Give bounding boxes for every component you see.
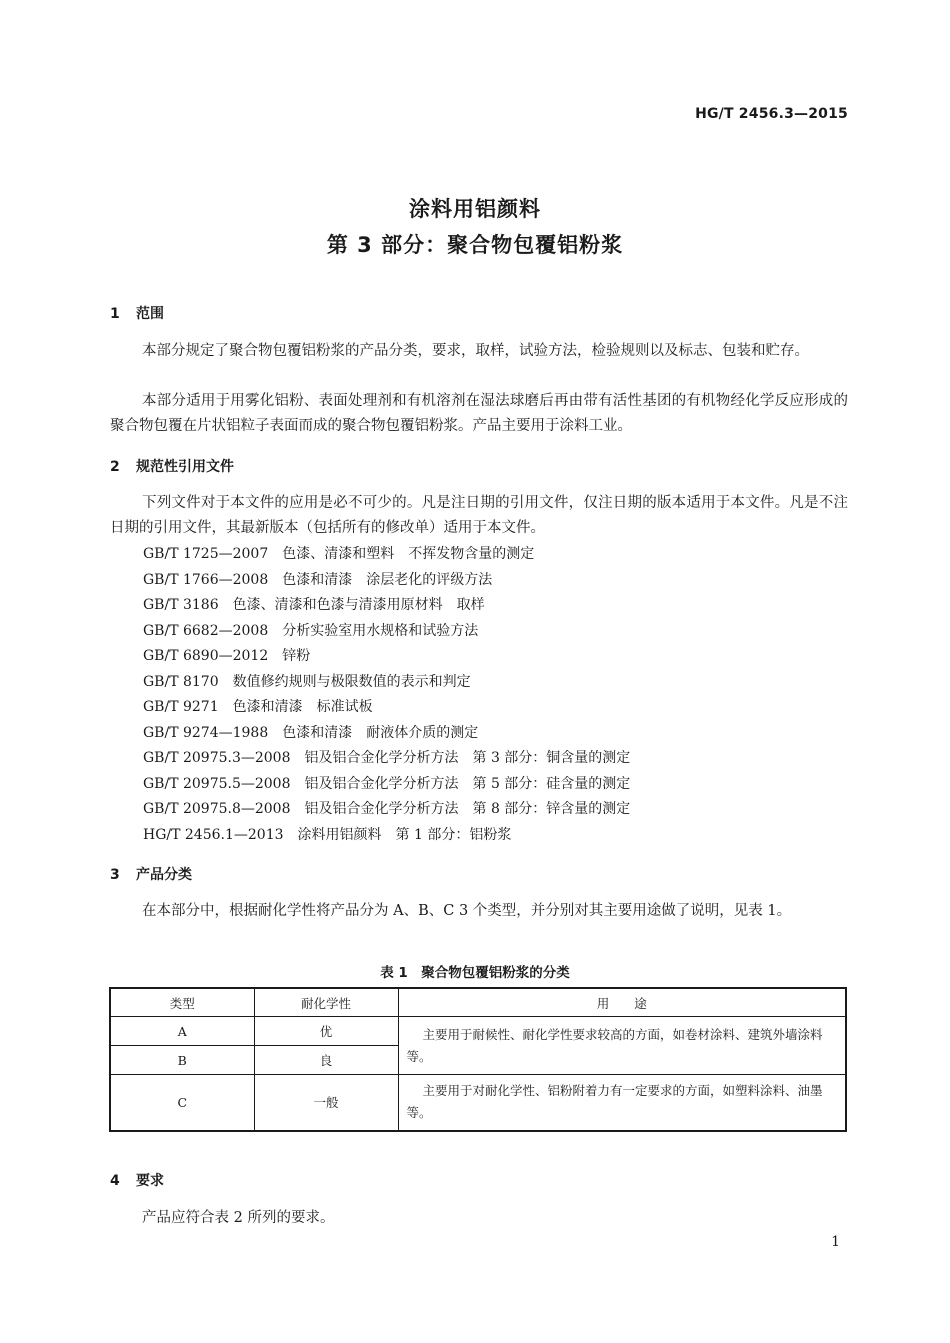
ref-title: 色漆、清漆和塑料 不挥发物含量的测定: [282, 546, 535, 562]
cell-type: C: [110, 1075, 254, 1131]
ref-item: [143, 543, 534, 563]
section-2-para: 下列文件对于本文件的应用是必不可少的。凡是注日期的引用文件，仅注日期的版本适用于本文件。凡是不注日期的引用文件，其最新版本（包括所有的修改单）适用于本文件。: [110, 495, 848, 536]
ref-item: [143, 798, 630, 818]
ref-title: 铝及铝合金化学分析方法 第 5 部分：硅含量的测定: [304, 776, 631, 792]
ref-title: 数值修约规则与极限数值的表示和判定: [232, 674, 471, 690]
section-number: 3: [110, 867, 120, 883]
column-header-type: 类型: [110, 988, 254, 1017]
ref-item: [143, 722, 478, 742]
ref-code: GB/T 1725—2007: [143, 546, 269, 562]
ref-code: GB/T 9274—1988: [143, 725, 269, 741]
ref-title: 铝及铝合金化学分析方法 第 8 部分：锌含量的测定: [304, 801, 631, 817]
ref-item: [143, 824, 511, 844]
ref-title: 锌粉: [282, 648, 311, 664]
section-title: 规范性引用文件: [136, 459, 234, 475]
section-number: 4: [110, 1173, 120, 1189]
section-number: 1: [110, 306, 120, 322]
ref-item: [143, 594, 485, 614]
section-title: 范围: [136, 306, 164, 322]
ref-code: GB/T 9271: [143, 699, 219, 715]
section-3-heading: [110, 864, 192, 884]
section-title: 要求: [136, 1173, 164, 1189]
cell-type: B: [110, 1046, 254, 1075]
standard-code: HG/T 2456.3—2015: [695, 106, 848, 122]
column-header-use: 用 途: [398, 988, 846, 1017]
ref-title: 色漆和清漆 耐液体介质的测定: [282, 725, 479, 741]
section-4-para: 产品应符合表 2 所列的要求。: [142, 1210, 335, 1226]
cell-resistance: 一般: [254, 1075, 398, 1131]
section-title: 产品分类: [136, 867, 192, 883]
ref-item: [143, 773, 630, 793]
cell-resistance: 优: [254, 1017, 398, 1046]
section-1-para-2: 本部分适用于用雾化铝粉、表面处理剂和有机溶剂在湿法球磨后再由带有活性基团的有机物经化学反应形成的聚合物包覆在片状铝粒子表面而成的聚合物包覆铝粉浆。产品主要用于涂料工业。: [110, 393, 848, 434]
ref-code: GB/T 20975.5—2008: [143, 776, 291, 792]
ref-code: GB/T 3186: [143, 597, 219, 613]
cell-use: 主要用于耐候性、耐化学性要求较高的方面，如卷材涂料、建筑外墙涂料等。: [398, 1017, 846, 1075]
ref-title: 铝及铝合金化学分析方法 第 3 部分：铜含量的测定: [304, 750, 631, 766]
column-header-resistance: 耐化学性: [254, 988, 398, 1017]
ref-item: [143, 671, 471, 691]
table-row: [110, 1017, 846, 1046]
section-2-heading: [110, 456, 234, 476]
ref-code: GB/T 20975.3—2008: [143, 750, 291, 766]
section-1-para-1: 本部分规定了聚合物包覆铝粉浆的产品分类，要求，取样，试验方法，检验规则以及标志、包装和贮存。: [142, 343, 809, 359]
table-header-row: [110, 988, 846, 1017]
table-row: [110, 1075, 846, 1131]
ref-code: GB/T 6682—2008: [143, 623, 269, 639]
ref-title: 色漆和清漆 标准试板: [232, 699, 373, 715]
ref-title: 涂料用铝颜料 第 1 部分：铝粉浆: [297, 827, 512, 843]
section-number: 2: [110, 459, 120, 475]
ref-code: GB/T 1766—2008: [143, 572, 269, 588]
ref-code: HG/T 2456.1—2013: [143, 827, 284, 843]
classification-table: [109, 987, 847, 1132]
ref-title: 色漆和清漆 涂层老化的评级方法: [282, 572, 493, 588]
ref-item: [143, 645, 310, 665]
cell-resistance: 良: [254, 1046, 398, 1075]
ref-item: [143, 569, 492, 589]
cell-use: 主要用于对耐化学性、铝粉附着力有一定要求的方面，如塑料涂料、油墨等。: [398, 1075, 846, 1131]
cell-type: A: [110, 1017, 254, 1046]
section-3-para: 在本部分中，根据耐化学性将产品分为 A、B、C 3 个类型，并分别对其主要用途做了说明，见表 1。: [142, 903, 792, 919]
ref-item: [143, 620, 478, 640]
section-1-heading: [110, 303, 164, 323]
ref-item: [143, 696, 373, 716]
ref-code: GB/T 6890—2012: [143, 648, 269, 664]
title-main: 涂料用铝颜料: [409, 197, 541, 221]
section-4-heading: [110, 1170, 164, 1190]
ref-code: GB/T 8170: [143, 674, 219, 690]
ref-code: GB/T 20975.8—2008: [143, 801, 291, 817]
page-number: 1: [831, 1234, 840, 1250]
title-part: 第 3 部分：聚合物包覆铝粉浆: [326, 233, 624, 257]
table-1-caption: 表 1 聚合物包覆铝粉浆的分类: [380, 965, 570, 981]
ref-title: 色漆、清漆和色漆与清漆用原材料 取样: [232, 597, 485, 613]
ref-title: 分析实验室用水规格和试验方法: [282, 623, 479, 639]
ref-item: [143, 747, 630, 767]
